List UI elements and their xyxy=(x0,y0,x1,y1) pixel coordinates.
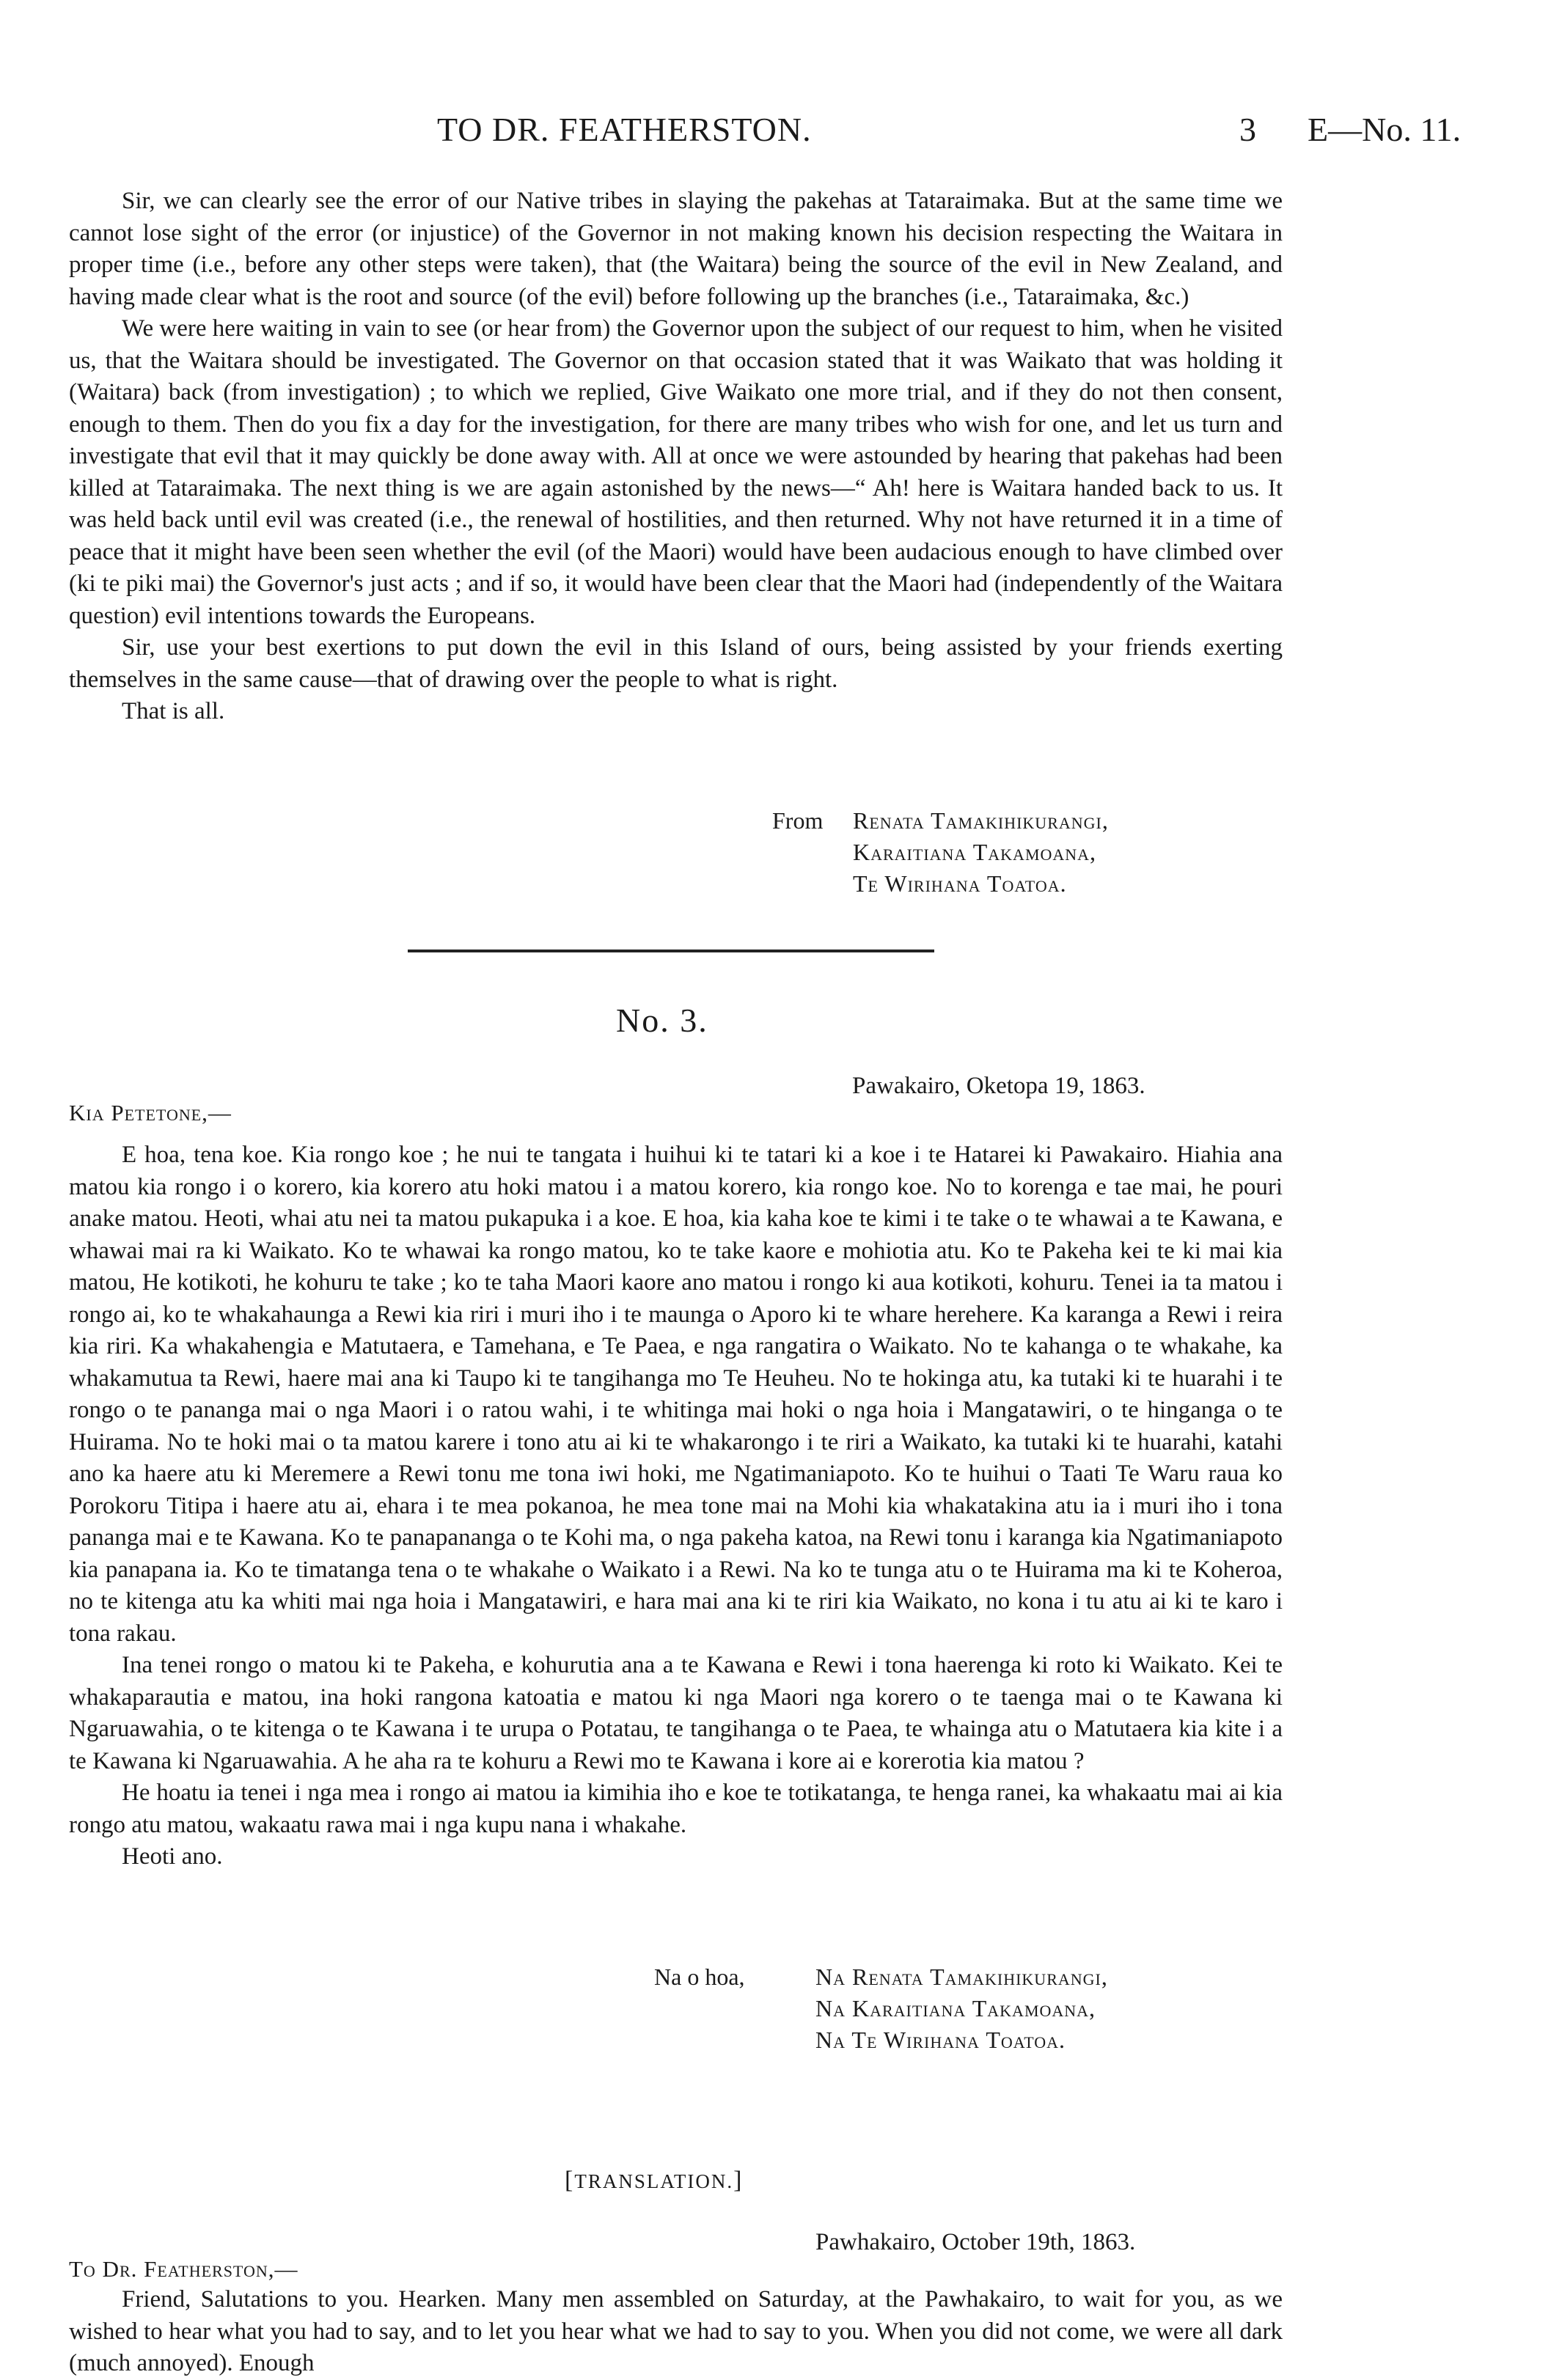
letter2-signature-label: Na o hoa, xyxy=(654,1964,745,1990)
letter2-signature-name: Na Karaitiana Takamoana, xyxy=(815,1995,1096,2021)
letter2-paragraph: E hoa, tena koe. Kia rongo koe ; he nui te tangata i huihui ki te tatari ki a koe i te Hatarei ki Pawakairo. Hiahia ana matou kia rongo i o korero, kia korero atu hoki matou i a matou korero, kia rongo koe. No to korenga e tae mai, he pouri anake matou. Heoti, whai atu nei ta matou pukapuka i a koe. E hoa, kia kaha koe te kimi i te take o te whawai a te Kawana, e whawai mai ra ki Waikato. Ko te whawai ka rongo matou, ko te take kaore e mohiotia atu. Ko te Pakeha kei te ki mai kia matou, He kotikoti, he kohuru te take ; ko te taha Maori kaore ano matou i rongo ki aua kotikoti, kohuru. Tenei ia ta matou i rongo ai, ko te whakahaunga a Rewi kia riri i muri iho i te maunga o Aporo ki te whare herehere. Ka karanga a Rewi i reira kia riri. Ka whakahengia e Matutaera, e Tamehana, e Te Paea, e nga rangatira o Waikato. No te kahanga o te whakahe, ka whakamutua ta Rewi, haere mai ana ki Taupo ki te tangihanga mo Te Heuheu. No te hokinga atu, ka tutaki ki te huarahi i te rongo o te pananga mai o nga Maori i o ratou wahi, i te whitinga mai hoki o nga hoia i Mangatawiri, o te hinganga o te Huirama. No te hoki mai o ta matou karere i tono atu ai ki te whakarongo i te riri a Waikato, ka tutaki ki te huarahi, katahi ano ka haere atu ki Meremere a Rewi tonu me tona iwi hoki, me Ngatimaniapoto. Ko te huihui o Taati Te Waru raua ko Porokoru Titipa i haere atu ai, ehara i te mea pokanoa, he mea tone mai na Mohi kia whakatakina atu ia i muri iho i tona pananga mai e te Kawana. Ko te panapananga o te Kohi ma, o nga pakeha katoa, na Rewi tonu i karanga kia Ngatimaniapoto kia panapana ia. Ko te timatanga tena o te whakahe o Waikato i a Rewi. Na ko te tunga atu o te Huirama ma ki te Koheroa, no te kitenga atu ka whiti mai nga hoia i Mangatawiri, e hara mai ana ki te riri kia Waikato, no kona i tu atu ai ki te karo i tona rakau. xyxy=(69,1142,1283,1647)
translation-date: Pawhakairo, October 19th, 1863. xyxy=(815,2229,1136,2255)
translation-salutation: To Dr. Featherston,— xyxy=(69,2256,298,2282)
section-divider xyxy=(408,950,934,952)
letter2-signature-name: Na Te Wirihana Toatoa. xyxy=(815,2027,1066,2053)
letter2-salutation: Kia Petetone,— xyxy=(69,1100,232,1125)
page-header xyxy=(0,110,1551,161)
page-number: 3 xyxy=(1239,111,1256,148)
translation-label-text: TRANSLATION. xyxy=(574,2170,734,2192)
letter2-paragraph: Heoti ano. xyxy=(122,1843,223,1870)
document-reference: E—No. 11. xyxy=(1308,111,1462,148)
letter2-signature-name: Na Renata Tamakihikurangi, xyxy=(815,1964,1108,1990)
letter1-paragraph: Sir, use your best exertions to put down the evil in this Island of ours, being assisted by your friends exerting themselves in the same cause—that of drawing over the people to what is right. xyxy=(69,634,1283,693)
translation-label: [TRANSLATION.] xyxy=(565,2167,744,2194)
letter1-paragraph: We were here waiting in vain to see (or hear from) the Governor upon the subject of our request to him, when he visited us, that the Waitara should be investigated. The Governor on that occasion stated that it was Waikato that was holding it (Waitara) back (from investigation) ; to which we replied, Give Waikato one more trial, and if they do not then consent, enough to them. Then do you fix a day for the investigation, for there are many tribes who wish for one, and let us turn and investigate that evil that it may quickly be done away with. All at once we were astounded by hearing that pakehas had been killed at Tataraimaka. The next thing is we are again astonished by the news—“ Ah! here is Waitara handed back to us. It was held back until evil was created (i.e., the renewal of hostilities, and then returned. Why not have returned it in a time of peace that it might have been seen whether the evil (of the Maori) would have been audacious enough to have climbed over (ki te piki mai) the Governor's just acts ; and if so, it would have been clear that the Maori had (independently of the Waitara question) evil intentions towards the Europeans. xyxy=(69,315,1283,629)
letter1-signature-name: Renata Tamakihikurangi, xyxy=(853,807,1109,834)
letter1-signature-name: Te Wirihana Toatoa. xyxy=(853,870,1067,897)
letter2-body xyxy=(69,1139,1283,1873)
letter-number-heading: No. 3. xyxy=(616,1002,708,1039)
running-title: TO DR. FEATHERSTON. xyxy=(437,111,812,148)
letter1-paragraph: That is all. xyxy=(122,698,225,724)
letter2-paragraph: He hoatu ia tenei i nga mea i rongo ai matou ia kimihia iho e koe te totikatanga, te henga ranei, ka whakaatu mai ai kia rongo atu matou, wakaatu rawa mai i nga kupu nana i whakahe. xyxy=(69,1780,1283,1838)
letter1-signature-name: Karaitiana Takamoana, xyxy=(853,839,1097,865)
translation-paragraph: Friend, Salutations to you. Hearken. Many men assembled on Saturday, at the Pawhakairo, to wait for you, as we wished to hear what you had to say, and to let you hear what we had to say to you. When you did not come, we were all dark (much annoyed). Enough xyxy=(69,2286,1283,2376)
letter1-signature-label: From xyxy=(772,807,824,834)
translation-body xyxy=(69,2284,1283,2380)
letter1-body xyxy=(69,186,1283,728)
letter1-paragraph: Sir, we can clearly see the error of our Native tribes in slaying the pakehas at Tataraimaka. But at the same time we cannot lose sight of the error (or injustice) of the Governor in not making known his decision respecting the Waitara in proper time (i.e., before any other steps were taken), that (the Waitara) being the source of the evil in New Zealand, and having made clear what is the root and source (of the evil) before following up the branches (i.e., Tataraimaka, &c.) xyxy=(69,188,1283,310)
letter2-date: Pawakairo, Oketopa 19, 1863. xyxy=(852,1073,1145,1099)
letter2-paragraph: Ina tenei rongo o matou ki te Pakeha, e kohurutia ana a te Kawana e Rewi i tona haerenga ki roto ki Waikato. Kei te whakaparautia e matou, ina hoki rangona katoatia e matou ki nga Maori nga korero o te taenga mai o te Kawana ki Ngaruawahia, o te kitenga o te Kawana i te urupa o Potatau, te tangihanga o te Paea, te whainga atu o Matutaera kia kite i a te Kawana ki Ngaruawahia. A he aha ra te kohuru a Rewi mo te Kawana i kore ai e korerotia kia matou ? xyxy=(69,1652,1283,1774)
